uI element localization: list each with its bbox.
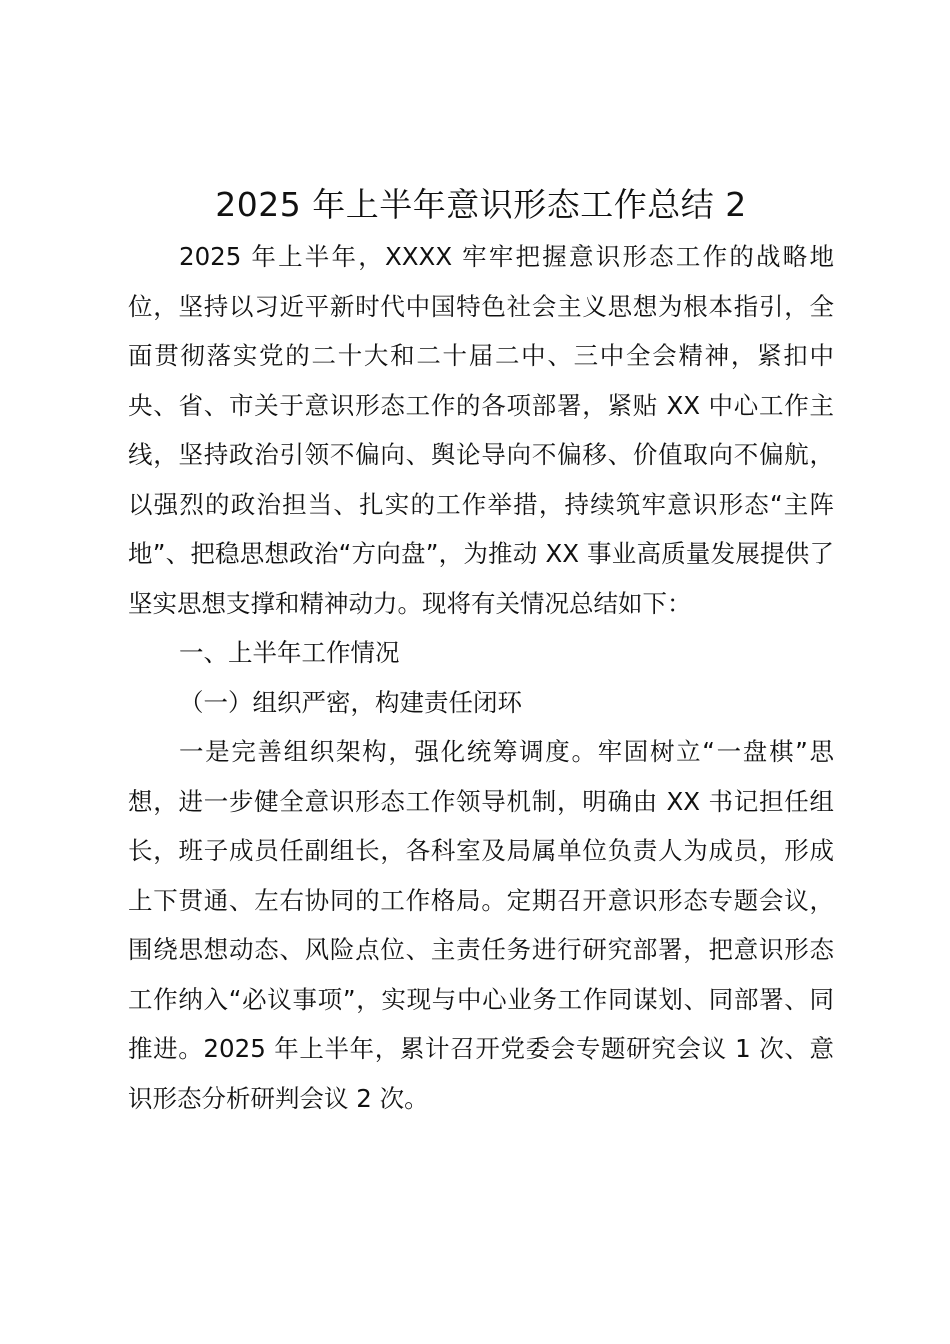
document-body [128,178,834,1123]
document-title: 2025 年上半年意识形态工作总结 2 [215,185,747,224]
subsection-heading: （一）组织严密，构建责任闭环 [179,687,522,717]
body-paragraph: 一是完善组织架构，强化统筹调度。牢固树立“一盘棋”思想，进一步健全意识形态工作领导机制，明确由 XX 书记担任组长，班子成员任副组长，各科室及局属单位负责人为成员，形成上下贯通、左右协同的工作格局。定期召开意识形态专题会议，围绕思想动态、风险点位、主责任务进行研究部署，把意识形态工作纳入“必议事项”，实现与中心业务工作同谋划、同部署、同推进。2025 年上半年，累计召开党委会专题研究会议 1 次、意识形态分析研判会议 2 次。 [128,737,834,1113]
intro-paragraph: 2025 年上半年，XXXX 牢牢把握意识形态工作的战略地位，坚持以习近平新时代中国特色社会主义思想为根本指引，全面贯彻落实党的二十大和二十届二中、三中全会精神，紧扣中央、省、市关于意识形态工作的各项部署，紧贴 XX 中心工作主线，坚持政治引领不偏向、舆论导向不偏移、价值取向不偏航，以强烈的政治担当、扎实的工作举措，持续筑牢意识形态“主阵地”、把稳思想政治“方向盘”，为推动 XX 事业高质量发展提供了坚实思想支撑和精神动力。现将有关情况总结如下： [128,242,834,618]
section-heading: 一、上半年工作情况 [179,638,400,667]
